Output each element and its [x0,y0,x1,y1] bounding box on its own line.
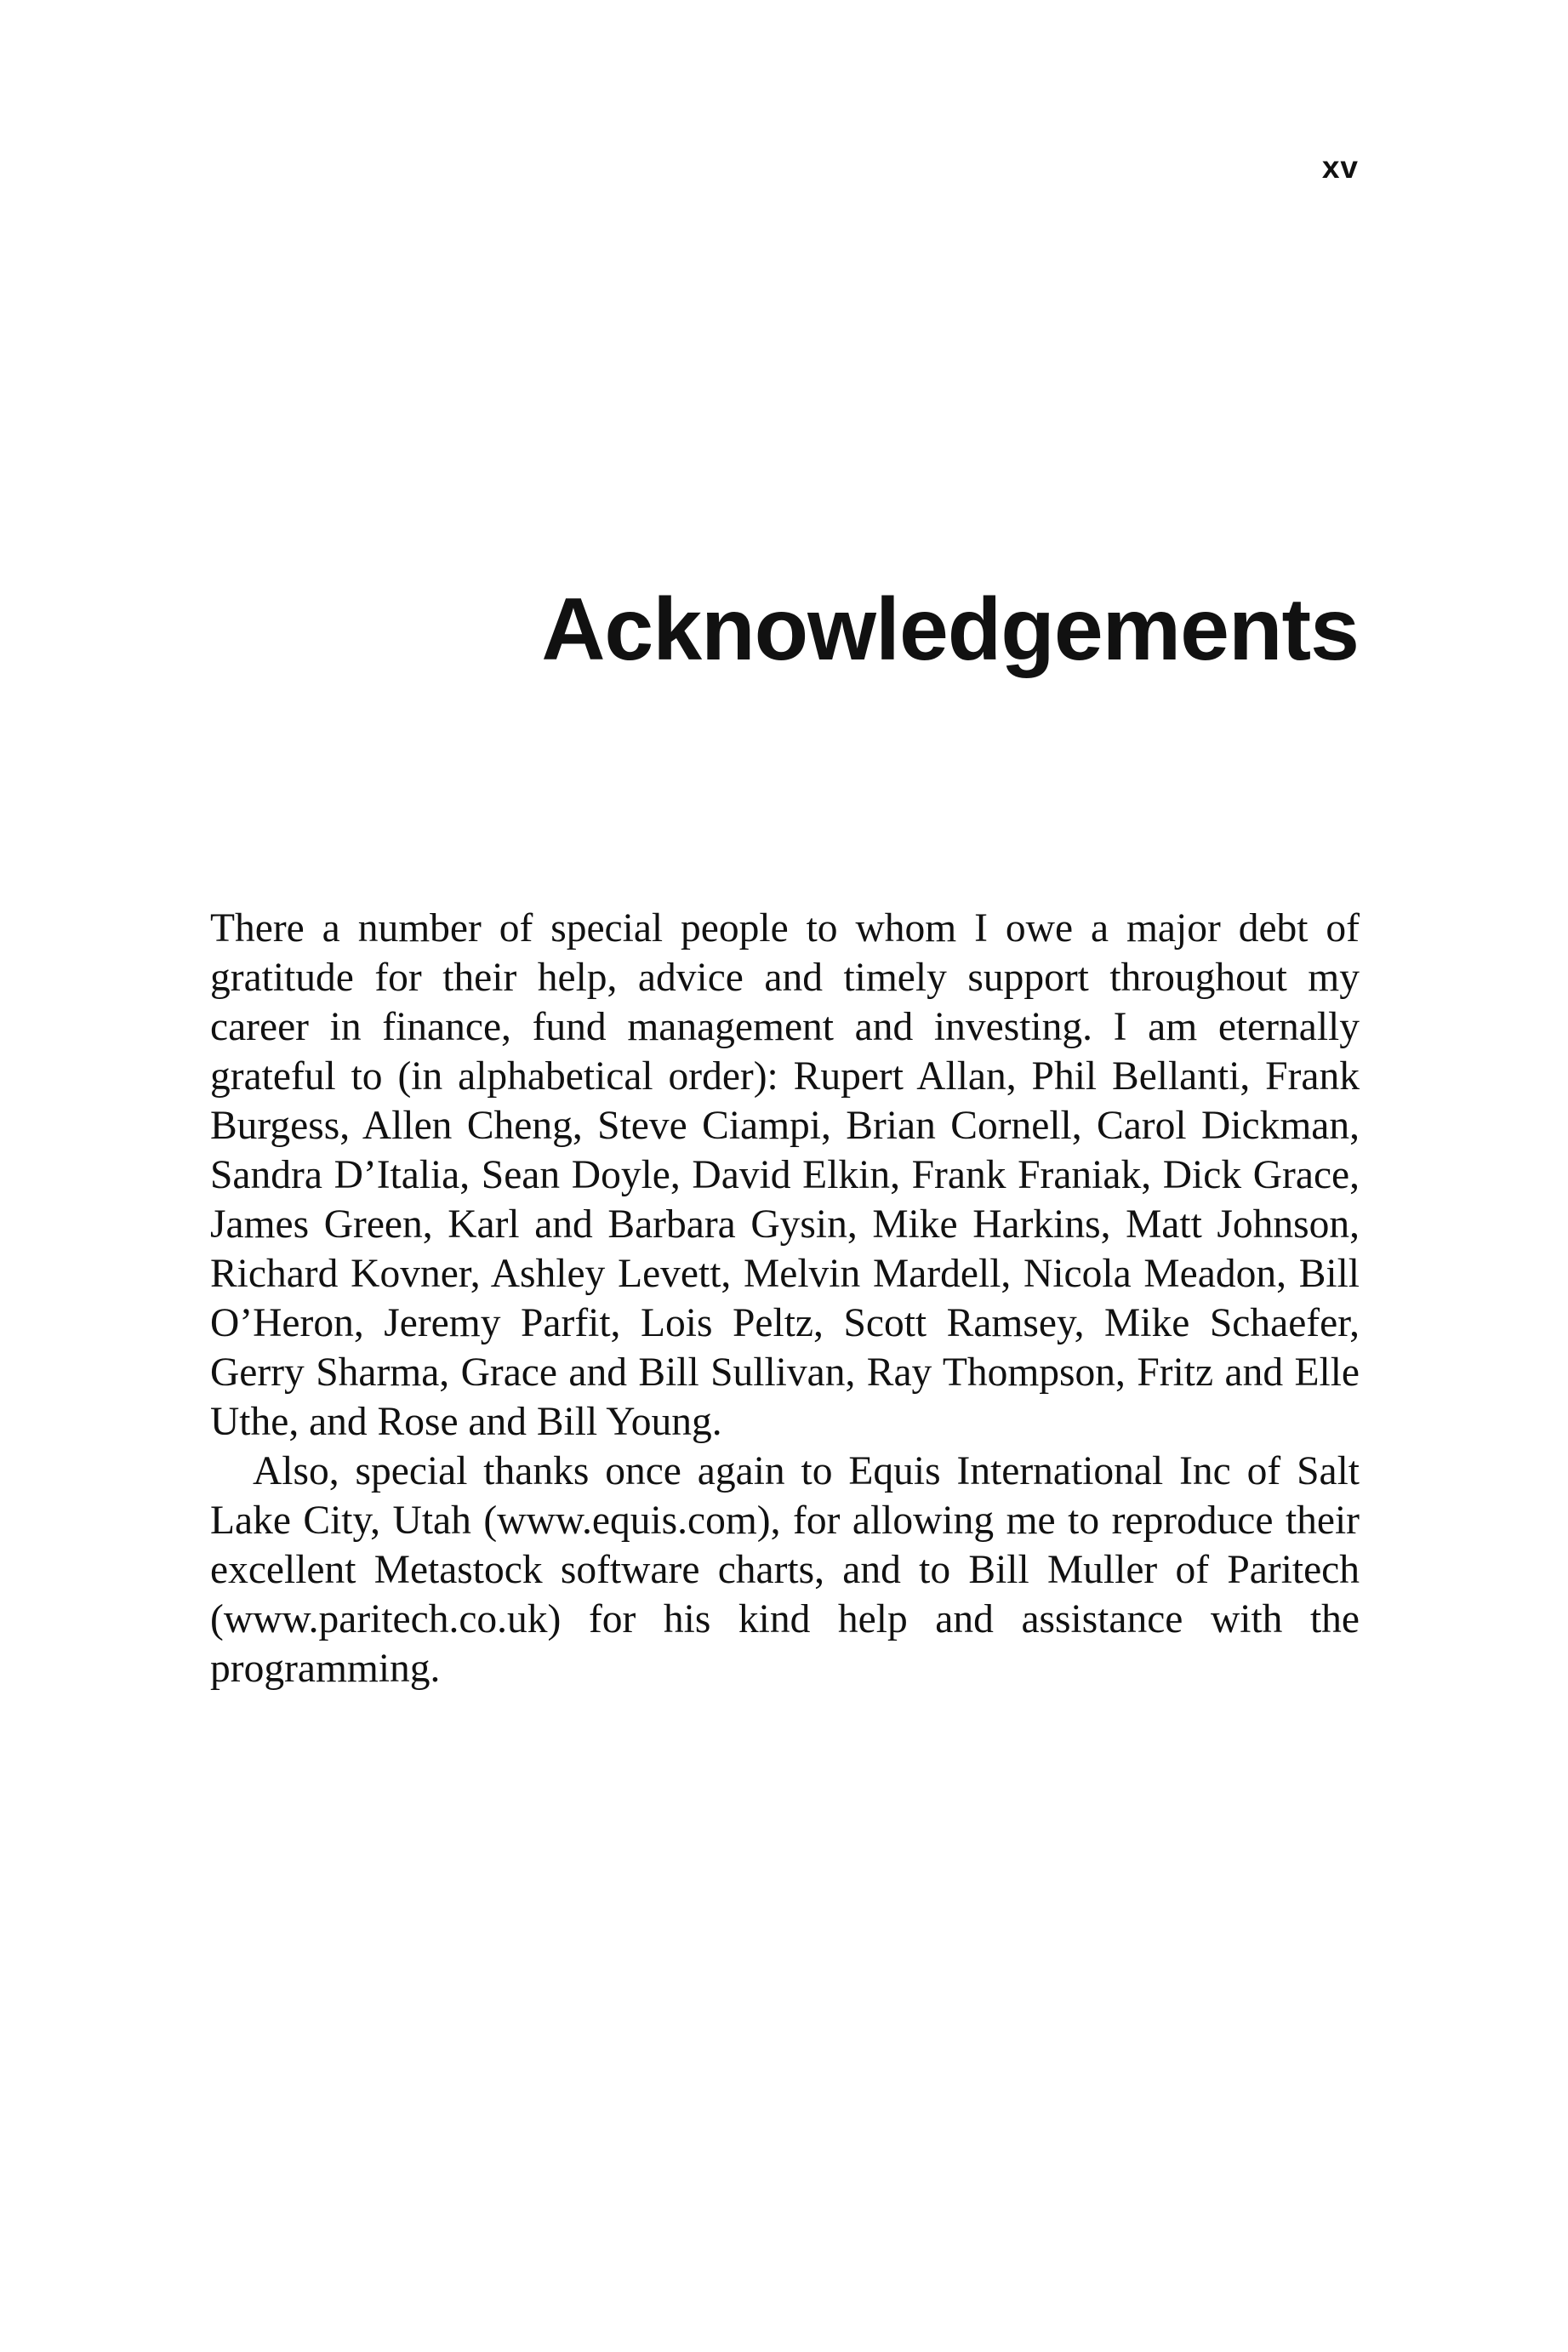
paragraph-special-thanks: Also, special thanks once again to Equis International Inc of Salt Lake City, Utah (www.equis.com), for allowing me to reproduce their excellent Metastock software charts, and to Bill Muller of Paritech (www.paritech.co.uk) for his kind help and assistance with the programming. [210,1449,1360,1691]
page-title: Acknowledgements [541,580,1359,679]
paragraph-gratitude: There a number of special people to whom I owe a major debt of gratitude for their help, advice and timely support throughout my career in finance, fund management and investing. I am eternally grateful to (in alphabetical order): Rupert Allan, Phil Bellanti, Frank Burgess, Allen Cheng, Steve Ciampi, Brian Cornell, Carol Dickman, Sandra D’Italia, Sean Doyle, David Elkin, Frank Franiak, Dick Grace, James Green, Karl and Barbara Gysin, Mike Harkins, Matt Johnson, Richard Kovner, Ashley Levett, Melvin Mardell, Nicola Meadon, Bill O’Heron, Jeremy Parfit, Lois Peltz, Scott Ramsey, Mike Schaefer, Gerry Sharma, Grace and Bill Sullivan, Ray Thompson, Fritz and Elle Uthe, and Rose and Bill Young. [210,906,1360,1444]
page-number: xv [1321,150,1359,185]
body-text [210,904,1360,1693]
